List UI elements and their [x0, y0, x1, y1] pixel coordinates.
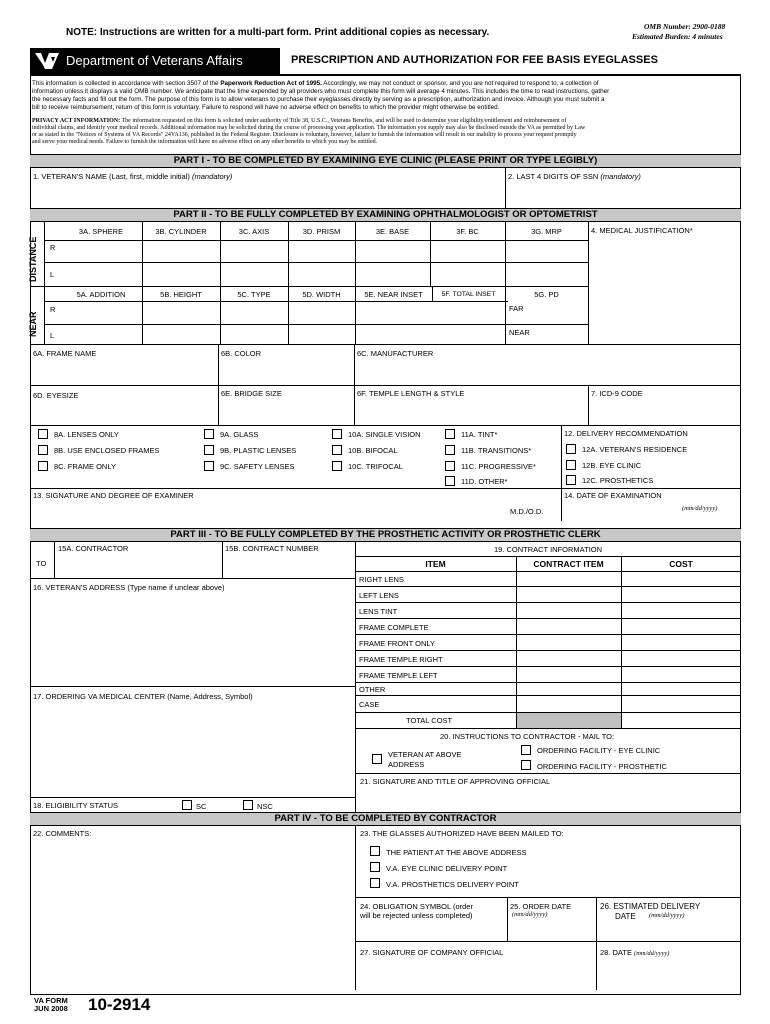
list-item [355, 683, 741, 696]
item-label: FRAME FRONT ONLY [359, 639, 435, 648]
bridge-size-label: 6E. BRIDGE SIZE [221, 389, 282, 398]
nsc-label: NSC [257, 802, 273, 811]
est-delivery-label: 26. ESTIMATED DELIVERY [600, 902, 701, 911]
divider [561, 425, 562, 521]
mailed-to-label: 23. THE GLASSES AUTHORIZED HAVE BEEN MAILED TO: [360, 829, 564, 838]
divider [288, 222, 289, 344]
eye-clinic-checkbox[interactable] [566, 460, 576, 470]
divider [355, 556, 741, 557]
enclosed-frames-checkbox[interactable] [38, 445, 48, 455]
paperwork-notice: This information is collected in accordance with section 3507 of the Paperwork Reduction Act of 1995. Accordingly, we may not conduct or sponsor, and you are not required to respond to, a collection of [32, 80, 599, 87]
facility-prosthetic-label: ORDERING FACILITY - PROSTHETIC [537, 762, 667, 771]
est-delivery-date-word: DATE [615, 912, 636, 921]
bc-header: 3F. BC [456, 227, 479, 236]
company-official-label: 27. SIGNATURE OF COMPANY OFFICIAL [360, 948, 504, 957]
va-prosthetics-label: V.A. PROSTHETICS DELIVERY POINT [386, 880, 519, 889]
instructions-label: 20. INSTRUCTIONS TO CONTRACTOR - MAIL TO: [440, 732, 615, 741]
sphere-header: 3A. SPHERE [78, 227, 124, 236]
veterans-residence-label: 12A. VETERAN'S RESIDENCE [582, 445, 688, 454]
glass-label: 9A. GLASS [220, 430, 259, 439]
distance-l-label: L [50, 270, 55, 279]
divider [505, 222, 506, 344]
tint-label: 11A. TINT* [461, 430, 498, 439]
nsc-checkbox[interactable] [243, 800, 253, 810]
divider [220, 222, 221, 344]
prism-header: 3D. PRISM [302, 227, 341, 236]
contract-item-header: CONTRACT ITEM [533, 559, 604, 569]
divider [507, 897, 508, 941]
other-lens-label: 11D. OTHER* [461, 477, 508, 486]
near-label: NEAR [28, 311, 38, 337]
estimated-burden: Estimated Burden: 4 minutes [632, 32, 723, 41]
exam-date-format: (mm/dd/yyyy) [682, 505, 718, 512]
item-label: RIGHT LENS [359, 575, 404, 584]
comments-field[interactable] [33, 840, 351, 990]
divider [355, 941, 741, 942]
list-item [355, 619, 741, 635]
veteran-name-label: 1. VETERAN'S NAME (Last, first, middle initial) (mandatory) [33, 172, 233, 181]
item-label: FRAME TEMPLE LEFT [359, 671, 438, 680]
addition-header: 5A. ADDITION [76, 290, 126, 299]
sc-label: SC [196, 802, 207, 811]
glass-checkbox[interactable] [204, 429, 214, 439]
order-date-format: (mm/dd/yyyy) [512, 911, 548, 918]
safety-lenses-checkbox[interactable] [204, 461, 214, 471]
eye-clinic-label: 12B. EYE CLINIC [582, 461, 642, 470]
comments-label: 22. COMMENTS: [33, 829, 92, 838]
frame-name-label: 6A. FRAME NAME [33, 349, 97, 358]
item-label: LEFT LENS [359, 591, 399, 600]
list-item [355, 696, 741, 713]
divider [44, 262, 588, 263]
delivery-recommendation-label: 12. DELIVERY RECOMMENDATION [564, 429, 688, 438]
progressive-label: 11C. PROGRESSIVE* [461, 462, 536, 471]
to-label: TO [36, 559, 47, 568]
veteran-address-checkbox[interactable] [372, 754, 382, 764]
contract-info-label: 19. CONTRACT INFORMATION [493, 545, 603, 554]
pd-header: 5G. PD [534, 290, 559, 299]
approving-official-label: 21. SIGNATURE AND TITLE OF APPROVING OFFICIAL [360, 777, 551, 786]
transitions-checkbox[interactable] [445, 445, 455, 455]
patient-address-checkbox[interactable] [370, 846, 380, 856]
agency-name: Department of Veterans Affairs [66, 53, 243, 68]
other-lens-checkbox[interactable] [445, 476, 455, 486]
item-label: CASE [359, 700, 380, 709]
divider [44, 324, 588, 325]
plastic-lenses-label: 9B. PLASTIC LENSES [220, 446, 297, 455]
divider [30, 344, 741, 345]
ssn-field[interactable] [508, 183, 738, 208]
part3-header: PART III - TO BE FULLY COMPLETED BY THE PROSTHETIC ACTIVITY OR PROSTHETIC CLERK [30, 528, 741, 542]
total-inset-header: 5F. TOTAL INSET [441, 291, 496, 298]
divider [54, 542, 55, 578]
divider [44, 240, 588, 241]
distance-label: DISTANCE [28, 236, 38, 282]
va-seal-icon [34, 51, 60, 71]
plastic-lenses-checkbox[interactable] [204, 445, 214, 455]
eligibility-status-label: 18. ELIGIBILITY STATUS [33, 801, 119, 810]
progressive-checkbox[interactable] [445, 461, 455, 471]
pd-far-label: FAR [509, 304, 524, 313]
pd-near-label: NEAR [509, 328, 530, 337]
exam-date-label: 14. DATE OF EXAMINATION [564, 491, 662, 500]
contractor-label: 15A. CONTRACTOR [58, 544, 129, 553]
list-item [355, 667, 741, 683]
single-vision-checkbox[interactable] [332, 429, 342, 439]
obligation-symbol-note: will be rejected unless completed) [360, 911, 473, 920]
privacy-notice-2: individual claims, and identify your medical records. Additional information may be solicited during the course of processing your application. The information you supply may also be disclosed outside the VA as permitted by Law [32, 125, 586, 131]
color-label: 6B. COLOR [221, 349, 262, 358]
list-item [355, 603, 741, 619]
lenses-only-checkbox[interactable] [38, 429, 48, 439]
divider [44, 301, 508, 302]
ordering-va-label: 17. ORDERING VA MEDICAL CENTER (Name, Address, Symbol) [33, 692, 253, 701]
agency-banner [30, 48, 280, 74]
height-header: 5B. HEIGHT [160, 290, 202, 299]
bifocal-label: 10B. BIFOCAL [348, 446, 398, 455]
safety-lenses-label: 9C. SAFETY LENSES [220, 462, 295, 471]
type-header: 5C. TYPE [237, 290, 271, 299]
axis-header: 3C. AXIS [238, 227, 270, 236]
sc-checkbox[interactable] [182, 800, 192, 810]
date-label: 28. DATE (mm/dd/yyyy) [600, 948, 670, 957]
divider [218, 344, 219, 425]
mrp-header: 3G. MRP [531, 227, 562, 236]
veteran-address-word: ADDRESS [388, 760, 425, 769]
manufacturer-label: 6C. MANUFACTURER [357, 349, 434, 358]
contract-number-label: 15B. CONTRACT NUMBER [225, 544, 319, 553]
temple-length-label: 6F. TEMPLE LENGTH & STYLE [357, 389, 465, 398]
cylinder-header: 3B. CYLINDER [155, 227, 207, 236]
item-label: LENS TINT [359, 607, 398, 616]
near-l-label: L [50, 331, 55, 340]
est-delivery-format: (mm/dd/yyyy) [649, 912, 685, 919]
divider [355, 897, 741, 898]
divider [355, 728, 741, 729]
privacy-notice-3: or as stated in the "Notices of Systems of VA Records" 24VA136, published in the Federal Register. Disclosure is voluntary, however, failure to furnish the information will result in our inability to process your request promptly [32, 132, 577, 138]
facility-eye-clinic-checkbox[interactable] [521, 745, 531, 755]
part1-header: PART I - TO BE COMPLETED BY EXAMINING EYE CLINIC (PLEASE PRINT OR TYPE LEGIBLY) [30, 154, 741, 168]
divider [354, 344, 355, 425]
form-note: NOTE: Instructions are written for a multi-part form. Print additional copies as necessary. [66, 27, 490, 38]
veteran-name-field[interactable] [33, 183, 503, 208]
base-header: 3E. BASE [375, 227, 410, 236]
form-revision-date: JUN 2008 [34, 1004, 68, 1013]
divider [30, 578, 355, 579]
divider [30, 797, 355, 798]
divider [30, 385, 741, 386]
form-number: 10-2914 [88, 995, 151, 1014]
distance-r-label: R [50, 243, 56, 252]
facility-prosthetic-checkbox[interactable] [521, 760, 531, 770]
width-header: 5D. WIDTH [302, 290, 341, 299]
item-label: FRAME TEMPLE RIGHT [359, 655, 443, 664]
part2-header: PART II - TO BE FULLY COMPLETED BY EXAMINING OPHTHALMOLOGIST OR OPTOMETRIST [30, 208, 741, 222]
bifocal-checkbox[interactable] [332, 445, 342, 455]
ssn-label: 2. LAST 4 DIGITS OF SSN (mandatory) [508, 172, 641, 181]
near-r-label: R [50, 305, 56, 314]
veteran-at-above-label: VETERAN AT ABOVE [388, 750, 462, 759]
obligation-symbol-label: 24. OBLIGATION SYMBOL (order [360, 902, 473, 911]
total-cost-label: TOTAL COST [406, 716, 453, 725]
divider [30, 425, 741, 426]
examiner-signature-field[interactable] [33, 502, 508, 520]
va-eye-clinic-checkbox[interactable] [370, 862, 380, 872]
medical-justification-field[interactable] [591, 238, 738, 342]
near-inset-header: 5E. NEAR INSET [364, 290, 423, 299]
medical-justification-label: 4. MEDICAL JUSTIFICATION* [591, 226, 693, 235]
divider [355, 222, 356, 344]
privacy-notice-4: and serve your medical needs. Failure to furnish the information will have no adverse effect on any other benefits to which you may be entitled. [32, 139, 378, 145]
list-item [355, 651, 741, 667]
divider [222, 542, 223, 578]
top-rule [30, 74, 740, 76]
approving-official-field[interactable] [360, 788, 738, 810]
lenses-only-label: 8A. LENSES ONLY [54, 430, 119, 439]
privacy-notice: PRIVACY ACT INFORMATION: The information requested on this form is solicited under authority of Title 38, U.S.C., Veterans Benefits, and will be used to determine your eligibility/entitlement and reimbursement of [32, 118, 567, 124]
prosthetics-label: 12C. PROSTHETICS [582, 476, 654, 485]
frame-only-checkbox[interactable] [38, 461, 48, 471]
paperwork-notice-4: bill to receive reimbursement, return of this form is voluntary. Failure to respond will have no adverse effect on benefits to which the provider might otherwise be entitled. [32, 104, 500, 111]
transitions-label: 11B. TRANSITIONS* [461, 446, 532, 455]
divider [505, 168, 506, 208]
veterans-residence-checkbox[interactable] [566, 444, 576, 454]
facility-eye-clinic-label: ORDERING FACILITY - EYE CLINIC [537, 746, 661, 755]
part4-header: PART IV - TO BE COMPLETED BY CONTRACTOR [30, 812, 741, 826]
paperwork-notice-2: information unless it displays a valid OMB number. We anticipate that the time expended by all providers who must complete this form will average 4 minutes. This includes the time to read instructions, gather [32, 88, 610, 95]
list-item [355, 571, 741, 587]
divider [596, 897, 597, 990]
prosthetics-checkbox[interactable] [566, 475, 576, 485]
order-date-label: 25. ORDER DATE [510, 902, 572, 911]
divider [142, 222, 143, 344]
paperwork-notice-3: the necessary facts and fill out the form. The purpose of this form is to allow veterans to purchase their eyeglasses directly by serving as a prescription, authorization and invoice. Although you must submit a [32, 96, 605, 103]
frame-only-label: 8C. FRAME ONLY [54, 462, 116, 471]
trifocal-checkbox[interactable] [332, 461, 342, 471]
divider [561, 488, 741, 489]
divider [588, 385, 589, 425]
tint-checkbox[interactable] [445, 429, 455, 439]
divider [355, 773, 741, 774]
eyesize-label: 6D. EYESIZE [33, 391, 79, 400]
icd9-label: 7. ICD-9 CODE [591, 389, 643, 398]
va-prosthetics-checkbox[interactable] [370, 878, 380, 888]
va-eye-clinic-label: V.A. EYE CLINIC DELIVERY POINT [386, 864, 508, 873]
company-official-field[interactable] [360, 960, 592, 988]
item-header: ITEM [425, 559, 446, 569]
total-cost-shaded [517, 713, 621, 728]
patient-address-label: THE PATIENT AT THE ABOVE ADDRESS [386, 848, 527, 857]
list-item [355, 587, 741, 603]
single-vision-label: 10A. SINGLE VISION [348, 430, 421, 439]
form-title: PRESCRIPTION AND AUTHORIZATION FOR FEE BASIS EYEGLASSES [291, 54, 658, 66]
enclosed-frames-label: 8B. USE ENCLOSED FRAMES [54, 446, 160, 455]
cost-header: COST [669, 559, 693, 569]
veteran-address-label: 16. VETERAN'S ADDRESS (Type name if unclear above) [33, 583, 225, 592]
va-form-label: VA FORM [34, 996, 68, 1005]
trifocal-label: 10C. TRIFOCAL [348, 462, 403, 471]
divider [30, 488, 562, 489]
item-label: FRAME COMPLETE [359, 623, 429, 632]
examiner-signature-label: 13. SIGNATURE AND DEGREE OF EXAMINER [33, 491, 194, 500]
omb-number: OMB Number: 2900-0188 [644, 22, 726, 31]
mdod-label: M.D./O.D. [510, 507, 544, 516]
list-item [355, 635, 741, 651]
divider [30, 686, 355, 687]
item-label: OTHER [359, 685, 386, 694]
divider [588, 222, 589, 344]
